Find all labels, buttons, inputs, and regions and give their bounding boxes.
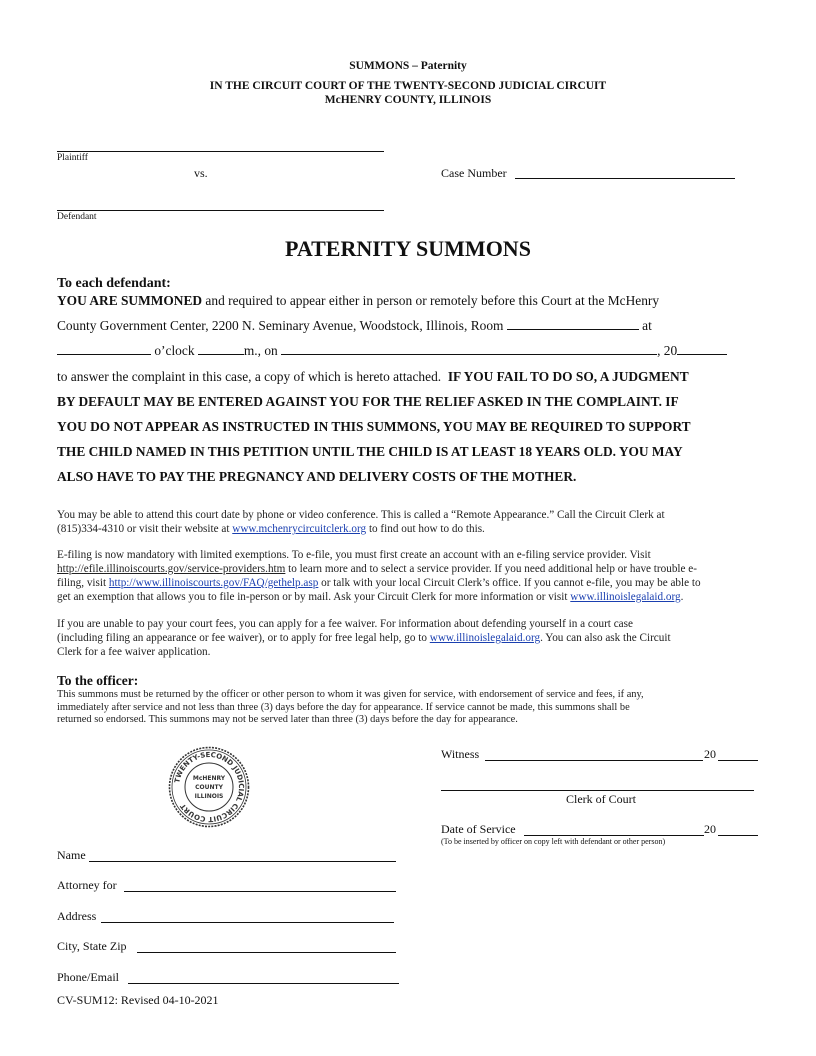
efiling-line-4a: get an exemption that allows you to file in-person or by mail. Ask your Circuit Clerk for more information or visit [57,591,571,603]
seal-line-3: ILLINOIS [194,793,224,800]
summons-line-1-rest: and required to appear either in person or remotely before this Court at the McHenry [202,293,660,308]
plaintiff-line[interactable] [57,151,384,152]
gethelp-link[interactable]: http://www.illinoiscourts.gov/FAQ/gethelp.asp [108,577,319,589]
form-revision: CV-SUM12: Revised 04-10-2021 [57,993,219,1007]
court-seal [168,746,250,828]
clerk-signature-line[interactable] [441,790,754,791]
attorney-for-label: Attorney for [57,878,117,892]
time-blank[interactable] [57,343,151,355]
service-year-prefix: 20 [704,822,716,836]
efiling-paragraph [57,548,767,604]
fees-line-2 [57,631,767,645]
summons-line-3 [57,338,727,363]
address-text: County Government Center, 2200 N. Seminary Avenue, Woodstock, Illinois, Room [57,318,504,333]
ampm-blank[interactable] [198,343,244,355]
efiling-line-4-end: . [680,591,684,603]
fees-line-3: Clerk for a fee waiver application. [57,646,211,658]
witness-year-prefix: 20 [704,747,716,761]
address-line[interactable] [101,922,394,923]
defendant-line[interactable] [57,210,384,211]
seal-ring-text: TWENTY-SECOND JUDICIAL CIRCUIT COURT [173,750,246,824]
seal-line-2: COUNTY [195,784,223,791]
year-blank[interactable] [677,343,727,355]
officer-line-2: immediately after service and not less than three (3) days before the day for appearance. If service cannot be made, this summons shall be [57,701,630,713]
phone-email-line[interactable] [128,983,399,984]
address-label: Address [57,909,97,923]
efiling-line-4 [57,590,767,604]
date-of-service-label: Date of Service [441,822,516,836]
efiling-line-2-rest: to learn more and to select a service provider. If you need additional help or have trouble e- [285,563,697,575]
name-line[interactable] [89,861,396,862]
room-blank[interactable] [507,318,639,330]
fee-waiver-paragraph [57,617,767,659]
court-name: IN THE CIRCUIT COURT OF THE TWENTY-SECOND JUDICIAL CIRCUIT [209,80,607,92]
summons-line-4 [57,364,689,389]
witness-year-line[interactable] [718,760,758,761]
officer-line-3: returned so endorsed. This summons may not be served later than three (3) days before the day for appearance. [57,714,518,726]
efile-providers-link[interactable]: http://efile.illinoiscourts.gov/service-providers.htm [57,563,286,575]
officer-paragraph [57,689,644,727]
summons-line-2 [57,313,652,338]
date-of-service-line[interactable] [524,835,704,836]
defendant-heading: To each defendant: [57,276,171,291]
efiling-line-3 [57,576,767,590]
remote-line-2 [57,522,767,536]
form-name: SUMMONS – Paternity [349,60,467,72]
warning-1: IF YOU FAIL TO DO SO, A JUDGMENT [447,369,689,384]
page-title: PATERNITY SUMMONS [285,236,531,261]
date-blank[interactable] [281,343,657,355]
city-state-zip-label: City, State Zip [57,939,127,953]
name-label: Name [57,848,86,862]
remote-line-2a: (815)334-4310 or visit their website at [57,523,233,535]
efiling-line-3-rest: or talk with your local Circuit Clerk’s office. If you cannot e-file, you may be able to [318,577,701,589]
remote-line-1: You may be able to attend this court date by phone or video conference. This is called a “Remote Appearance.” Call the Circuit Clerk at [57,509,665,521]
witness-line[interactable] [485,760,703,761]
phone-email-label: Phone/Email [57,970,119,984]
plaintiff-label: Plaintiff [57,153,88,163]
legalaid-link-2[interactable]: www.illinoislegalaid.org [429,632,541,644]
city-state-zip-line[interactable] [137,952,396,953]
officer-heading: To the officer: [57,673,139,688]
fees-line-2a: (including filing an appearance or fee waiver), or to apply for free legal help, go to [57,632,430,644]
efiling-line-3a: filing, visit [57,577,109,589]
year-prefix-text: , 20 [657,343,678,358]
attorney-for-line[interactable] [124,891,396,892]
warning-2: BY DEFAULT MAY BE ENTERED AGAINST YOU FOR THE RELIEF ASKED IN THE COMPLAINT. IF [57,394,679,409]
answer-text: to answer the complaint in this case, a copy of which is hereto attached. [57,369,442,384]
oclock-text: o’clock [154,343,195,358]
case-number-label: Case Number [441,166,507,180]
county-name: McHENRY COUNTY, ILLINOIS [324,94,492,106]
efiling-line-1: E-filing is now mandatory with limited exemptions. To e-file, you must first create an account with an e-filing service provider. Visit [57,549,651,561]
legalaid-link-1[interactable]: www.illinoislegalaid.org [570,591,681,603]
warning-3: YOU DO NOT APPEAR AS INSTRUCTED IN THIS SUMMONS, YOU MAY BE REQUIRED TO SUPPORT [57,419,691,434]
service-note: (To be inserted by officer on copy left with defendant or other person) [441,837,666,846]
officer-line-1: This summons must be returned by the officer or other person to whom it was given for service, with endorsement of service and fees, if any, [57,689,644,700]
efiling-line-2 [57,562,767,576]
warning-4: THE CHILD NAMED IN THIS PETITION UNTIL THE CHILD IS AT LEAST 18 YEARS OLD. YOU MAY [57,444,683,459]
fees-line-2-rest: . You can also ask the Circuit [540,632,671,644]
fees-line-1: If you are unable to pay your court fees, you can apply for a fee waiver. For information about defending yourself in a court case [57,618,633,630]
summoned-bold: YOU ARE SUMMONED [57,293,203,308]
m-on-text: m., on [243,343,278,358]
defendant-label: Defendant [57,212,97,222]
case-number-line[interactable] [515,178,735,179]
witness-label: Witness [441,747,480,761]
summons-line-1 [57,288,659,313]
versus-label: vs. [194,166,208,180]
remote-appearance-paragraph [57,508,767,536]
remote-line-2b: to find out how to do this. [366,523,485,535]
at-text: at [642,318,652,333]
seal-line-1: McHENRY [192,775,226,782]
warning-5: ALSO HAVE TO PAY THE PREGNANCY AND DELIVERY COSTS OF THE MOTHER. [57,469,577,484]
clerk-label: Clerk of Court [566,792,636,806]
service-year-line[interactable] [718,835,758,836]
clerk-website-link[interactable]: www.mchenrycircuitclerk.org [232,523,367,535]
